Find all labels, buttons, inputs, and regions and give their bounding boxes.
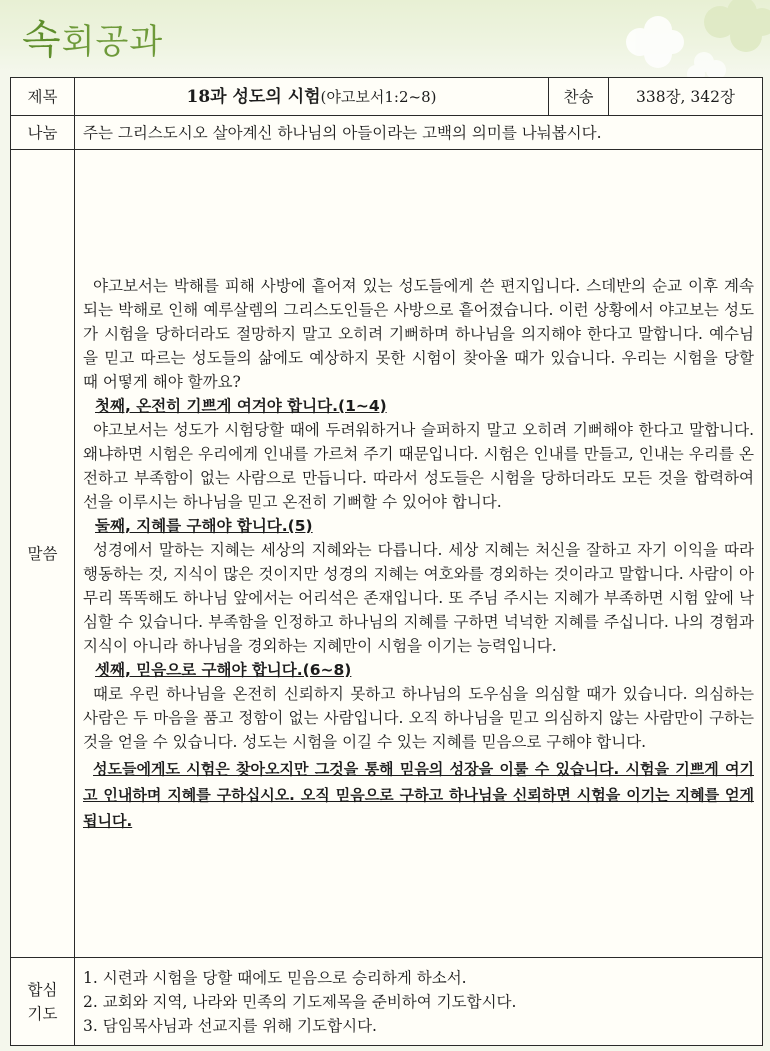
point-paragraph-2: 성경에서 말하는 지혜는 세상의 지혜와는 다릅니다. 세상 지혜는 처신을 잘하고 자기 이익을 따라 행동하는 것, 지식이 많은 것이지만 성경의 지혜는 여호와를 경외하는 것이라고 말합니다. 사람이 아무리 똑똑해도 하나님 앞에서는 어리석은 존재입니다. 또 주님 주시는 지혜가 부족하면 시험 앞에 낙심할 수 있습니다. 부족함을 인정하고 하나님의 지혜를 구하면 넉넉한 지혜를 주십니다. 나의 경험과 지식이 아니라 하나님을 경외하는 지혜만이 시험을 이기는 능력입니다. bbox=[83, 540, 754, 655]
point-paragraph-1: 야고보서는 성도가 시험당할 때에 두려워하거나 슬퍼하지 말고 오히려 기뻐해야 한다고 말합니다. 왜냐하면 시험은 우리에게 인내를 가르쳐 주기 때문입니다. 시험은 인내를 만들고, 인내는 우리를 온전하고 부족함이 없는 사람으로 만듭니다. 따라서 성도들은 시험을 당하더라도 모든 것을 합력하여 선을 이루시는 하나님을 믿고 온전히 기뻐할 수 있어야 합니다. bbox=[83, 420, 754, 511]
point-paragraph-3: 때로 우린 하나님을 온전히 신뢰하지 못하고 하나님의 도우심을 의심할 때가 있습니다. 의심하는 사람은 두 마음을 품고 정함이 없는 사람입니다. 오직 하나님을 믿고 의심하지 않는 사람만이 구하는 것을 얻을 수 있습니다. 성도는 시험을 이길 수 있는 지혜를 믿음으로 구해야 합니다. bbox=[83, 684, 754, 751]
section-title-rest: 회공과 bbox=[61, 22, 164, 62]
share-text: 주는 그리스도시오 살아계신 하나님의 아들이라는 고백의 의미를 나눠봅시다. bbox=[75, 116, 763, 150]
point-heading-2: 둘째, 지혜를 구해야 합니다.(5) bbox=[95, 516, 313, 535]
prayer-item: 1. 시련과 시험을 당할 때에도 믿음으로 승리하게 하소서. bbox=[83, 968, 467, 987]
title-label: 제목 bbox=[11, 78, 75, 116]
page-header bbox=[0, 0, 770, 72]
section-title-first: 속 bbox=[22, 17, 62, 63]
prayer-label-line1: 합심 bbox=[27, 980, 58, 999]
point-heading-3: 셋째, 믿음으로 구해야 합니다.(6~8) bbox=[95, 660, 352, 679]
prayer-item: 2. 교회와 지역, 나라와 민족의 기도제목을 준비하여 기도합시다. bbox=[83, 992, 517, 1011]
hymn-value: 338장, 342장 bbox=[609, 78, 763, 116]
share-row bbox=[11, 116, 763, 150]
clover-decoration-icon bbox=[600, 0, 770, 80]
intro-paragraph: 야고보서는 박해를 피해 사방에 흩어져 있는 성도들에게 쓴 편지입니다. 스데반의 순교 이후 계속되는 박해로 인해 예루살렘의 그리스도인들은 사방으로 흩어졌습니다. 이런 상황에서 야고보는 성도가 시험을 당하더라도 절망하지 말고 오히려 기뻐하며 하나님을 의지해야 한다고 말합니다. 예수님을 믿고 따르는 성도들의 삶에도 예상하지 못한 시험이 찾아올 때가 있습니다. 우리는 시험을 당할 때 어떻게 해야 할까요? bbox=[83, 276, 754, 391]
point-heading-1: 첫째, 온전히 기쁘게 여겨야 합니다.(1~4) bbox=[95, 396, 387, 415]
title-row bbox=[11, 78, 763, 116]
word-body bbox=[75, 150, 763, 958]
word-label: 말씀 bbox=[11, 150, 75, 958]
conclusion-paragraph: 성도들에게도 시험은 찾아오지만 그것을 통해 믿음의 성장을 이룰 수 있습니다. 시험을 기쁘게 여기고 인내하며 지혜를 구하십시오. 오직 믿음으로 구하고 하나님을 신뢰하면 시험을 이기는 지혜를 얻게 됩니다. bbox=[83, 759, 754, 830]
prayer-label-line2: 기도 bbox=[27, 1004, 58, 1023]
lesson-sheet bbox=[10, 77, 763, 1046]
lesson-title bbox=[75, 78, 549, 116]
prayer-item: 3. 담임목사님과 선교지를 위해 기도합시다. bbox=[83, 1016, 377, 1035]
lesson-scripture: (야고보서1:2~8) bbox=[320, 87, 437, 106]
section-title bbox=[22, 8, 163, 65]
lesson-title-main: 18과 성도의 시험 bbox=[186, 86, 321, 107]
share-label: 나눔 bbox=[11, 116, 75, 150]
prayer-list bbox=[75, 958, 763, 1046]
prayer-label bbox=[11, 958, 75, 1046]
prayer-row bbox=[11, 958, 763, 1046]
word-row bbox=[11, 150, 763, 958]
hymn-label: 찬송 bbox=[549, 78, 609, 116]
